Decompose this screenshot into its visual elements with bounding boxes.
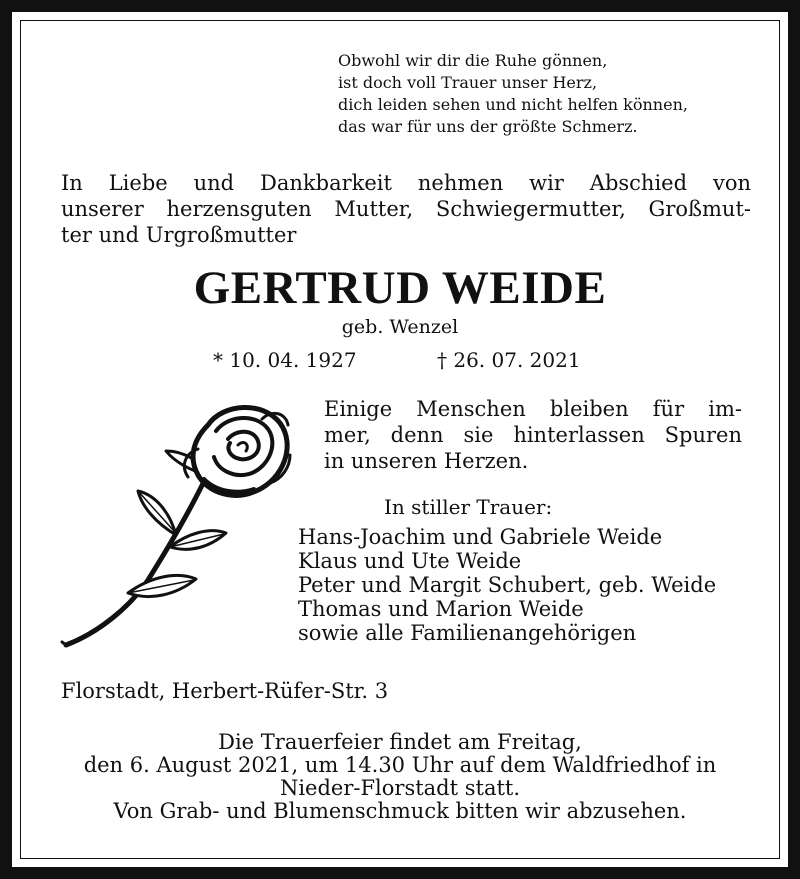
service-info bbox=[0, 731, 800, 823]
mourners-list bbox=[298, 525, 758, 645]
poem bbox=[338, 50, 758, 138]
intro-text bbox=[61, 170, 751, 248]
service-line: den 6. August 2021, um 14.30 Uhr auf dem Waldfriedhof in bbox=[83, 753, 717, 777]
death-date: † 26. 07. 2021 bbox=[437, 348, 581, 372]
service-line: Nieder-Florstadt statt. bbox=[279, 776, 521, 800]
birth-date: * 10. 04. 1927 bbox=[213, 348, 357, 372]
poem-line: Obwohl wir dir die Ruhe gönnen, bbox=[338, 51, 608, 70]
poem-line: dich leiden sehen und nicht helfen können, bbox=[338, 95, 688, 114]
address: Florstadt, Herbert-Rüfer-Str. 3 bbox=[61, 679, 389, 703]
service-line: Die Trauerfeier findet am Freitag, bbox=[218, 730, 582, 754]
rose-icon bbox=[58, 395, 298, 655]
mourner: Hans-Joachim und Gabriele Weide bbox=[298, 525, 663, 549]
intro-line: unserer herzensguten Mutter, Schwiegermutter, Großmut- bbox=[61, 197, 751, 221]
deceased-name: GERTRUD WEIDE bbox=[193, 262, 607, 314]
quote-line: Einige Menschen bleiben für im- bbox=[324, 397, 742, 421]
mourner: Peter und Margit Schubert, geb. Weide bbox=[298, 573, 717, 597]
quote-line: in unseren Herzen. bbox=[324, 449, 529, 473]
mourner: Klaus und Ute Weide bbox=[298, 549, 522, 573]
poem-line: das war für uns der größte Schmerz. bbox=[338, 117, 638, 136]
poem-line: ist doch voll Trauer unser Herz, bbox=[338, 73, 598, 92]
birth-name: geb. Wenzel bbox=[341, 316, 459, 338]
quote-line: mer, denn sie hinterlassen Spuren bbox=[324, 423, 742, 447]
mourners-label: In stiller Trauer: bbox=[384, 495, 553, 519]
mourner: sowie alle Familienangehörigen bbox=[298, 621, 637, 645]
service-line: Von Grab- und Blumenschmuck bitten wir abzusehen. bbox=[113, 799, 687, 823]
intro-line: In Liebe und Dankbarkeit nehmen wir Abschied von bbox=[61, 171, 751, 195]
quote bbox=[324, 396, 742, 474]
mourner: Thomas und Marion Weide bbox=[298, 597, 584, 621]
intro-line: ter und Urgroßmutter bbox=[61, 223, 297, 247]
